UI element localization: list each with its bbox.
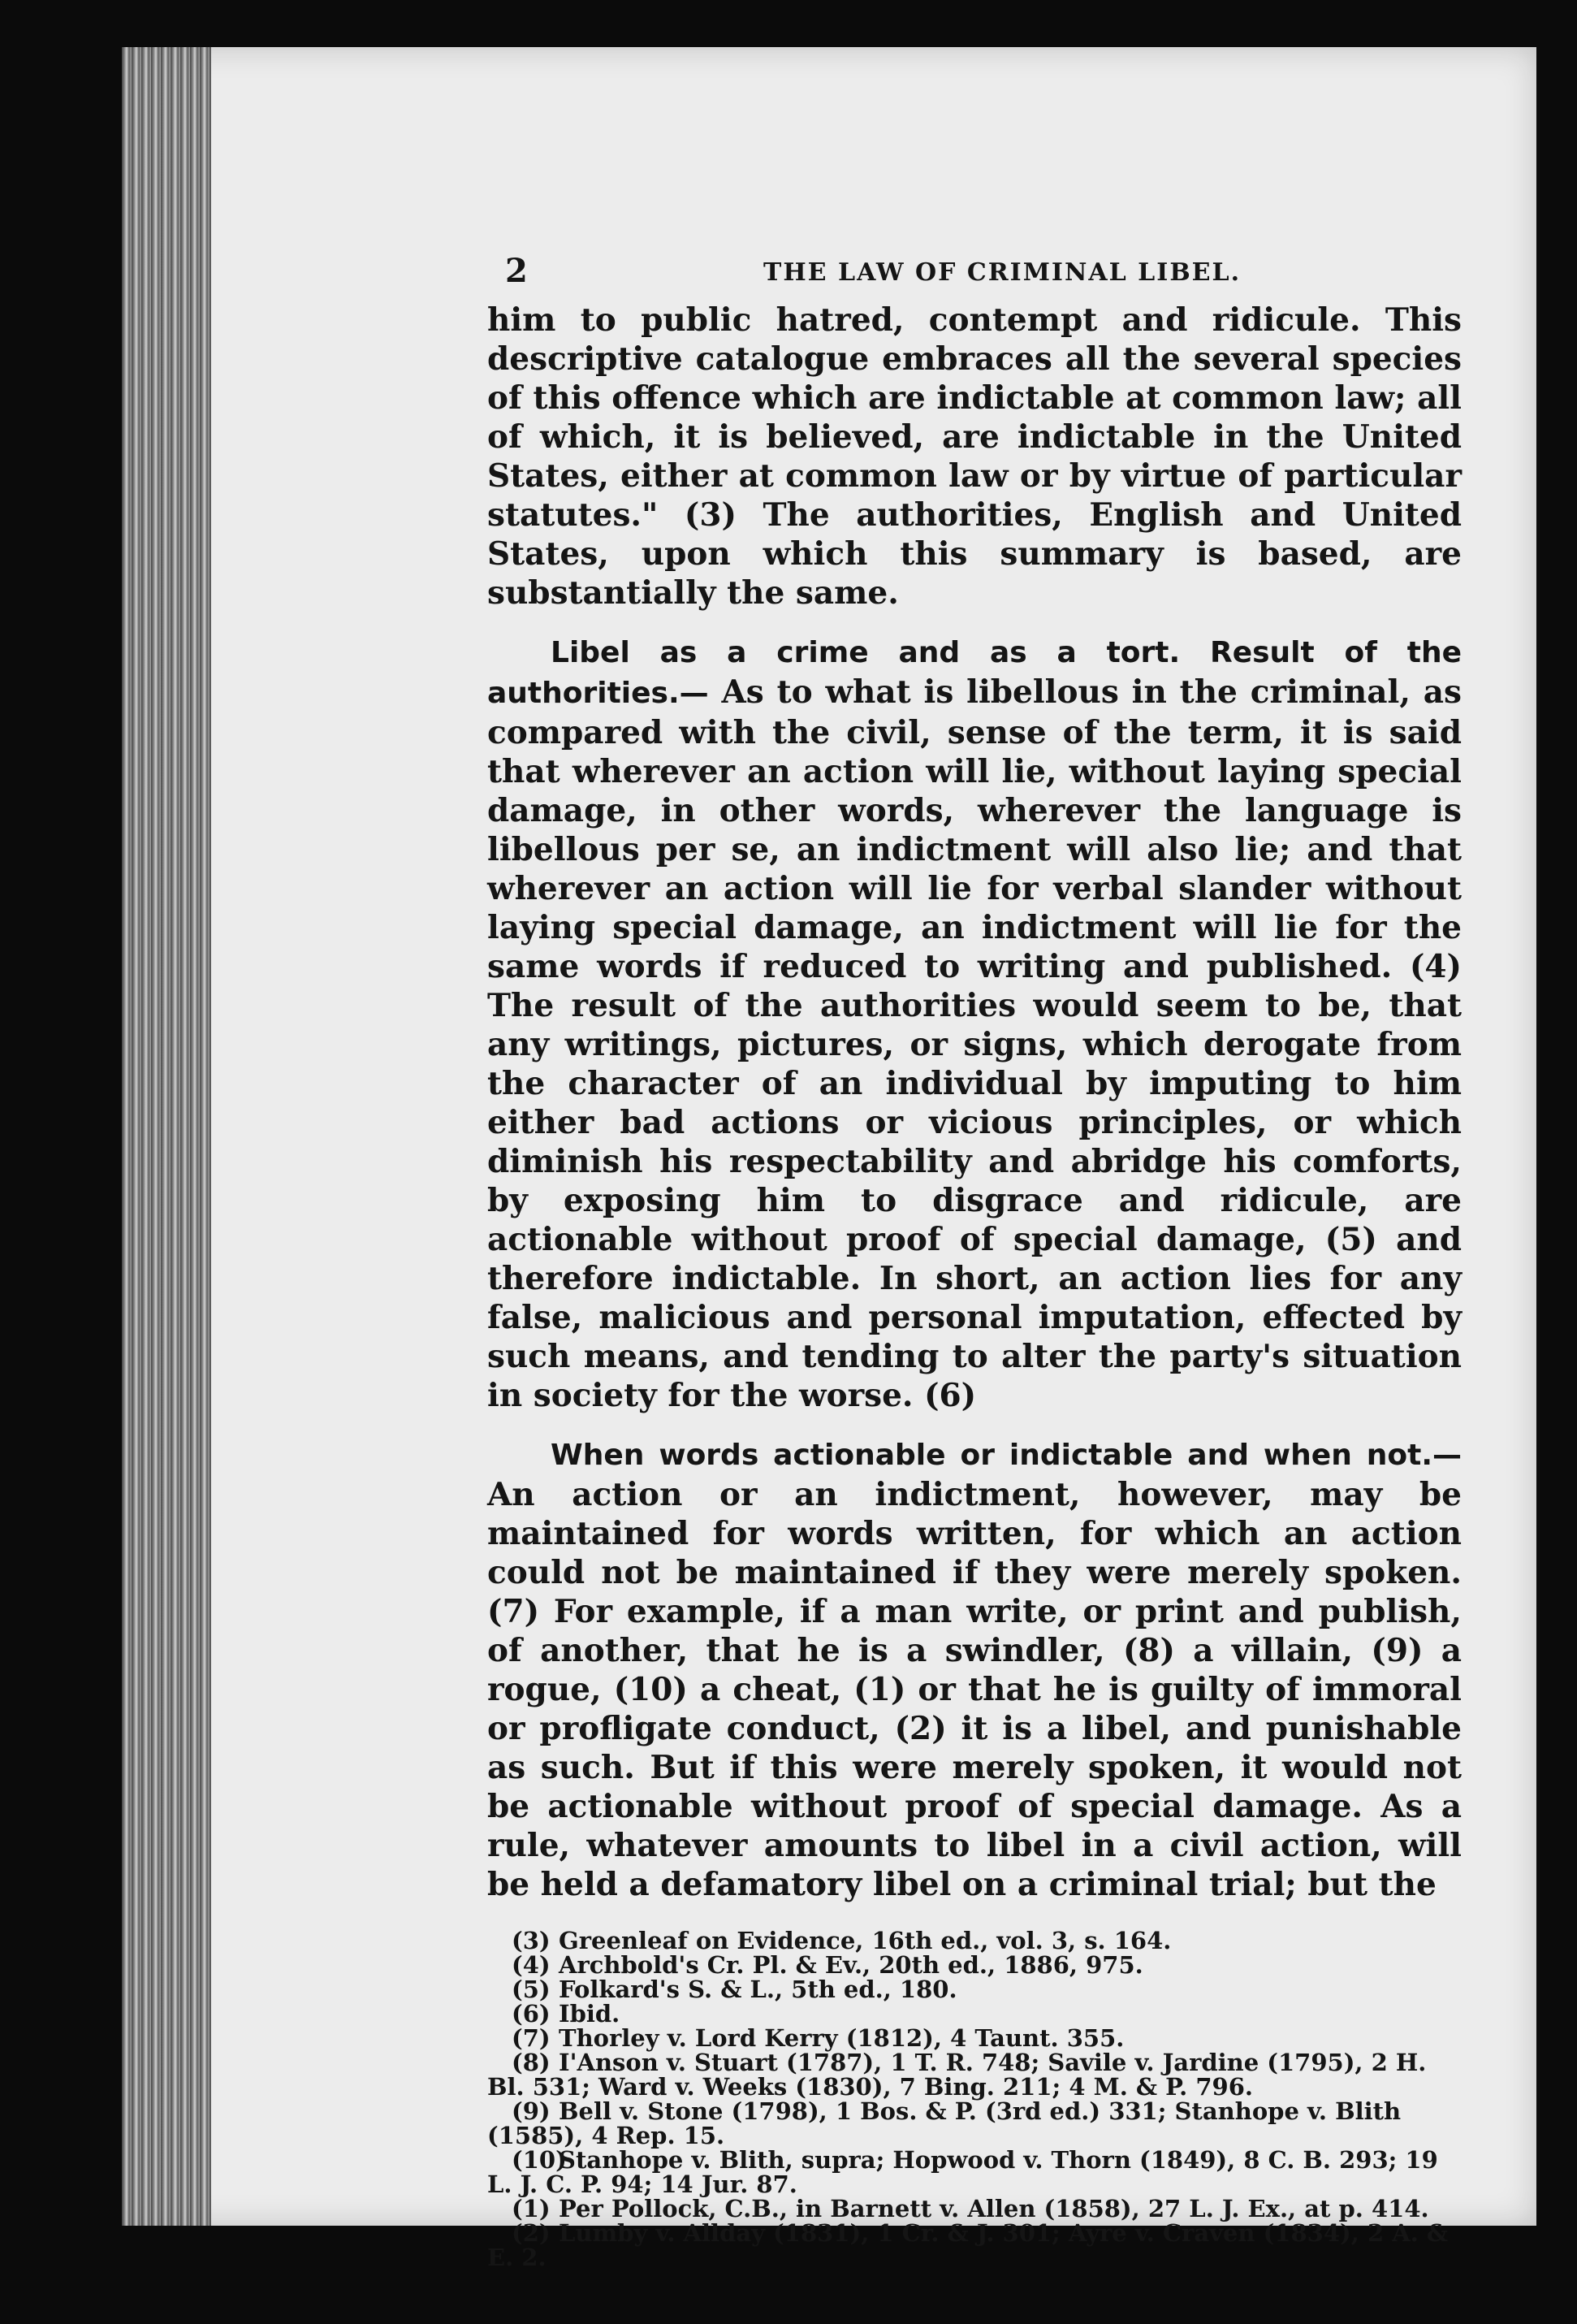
footnote-number: (1) <box>512 2195 551 2222</box>
footnote-text: Stanhope v. Blith, supra; Hopwood v. Thorn (1849), 8 C. B. 293; 19 L. J. C. P. 94; 14 Jur. 87. <box>487 2146 1438 2198</box>
footnote-text: Bell v. Stone (1798), 1 Bos. & P. (3rd ed.) 331; Stanhope v. Blith (1585), 4 Rep. 15. <box>487 2097 1402 2149</box>
footnote-number: (6) <box>512 2000 551 2028</box>
footnote-number: (7) <box>512 2024 551 2052</box>
page-number: 2 <box>505 252 528 290</box>
footnote-number: (10) <box>512 2146 567 2174</box>
footnote-text: Ibid. <box>559 2000 620 2028</box>
footnote-text: Folkard's S. & L., 5th ed., 180. <box>559 1976 957 2003</box>
footnote <box>487 2221 1462 2270</box>
page-binding-edge <box>122 47 211 2226</box>
footnote <box>487 2148 1462 2196</box>
footnote <box>487 2002 1462 2026</box>
footnote-number: (4) <box>512 1951 551 1979</box>
footnote <box>487 2099 1462 2148</box>
running-head-title: THE LAW OF CRIMINAL LIBEL. <box>763 258 1242 287</box>
footnote <box>487 2050 1462 2099</box>
footnote-number: (9) <box>512 2097 551 2125</box>
footnote-number: (5) <box>512 1976 551 2003</box>
running-head <box>487 252 1462 301</box>
footnote-text: Thorley v. Lord Kerry (1812), 4 Taunt. 355. <box>559 2024 1125 2052</box>
section-heading: Libel as a crime and as a tort. Result of the authorities.— <box>487 636 1462 710</box>
footnote-text: Archbold's Cr. Pl. & Ev., 20th ed., 1886, 975. <box>559 1951 1143 1979</box>
footnote-number: (2) <box>512 2219 551 2247</box>
paragraph-text: him to public hatred, contempt and ridicule. This descriptive catalogue embraces all the several species of this offence which are indictable at common law; all of which, it is believed, are indictable in the United States, either at common law or by virtue of particular statutes." (3) The authorities, English and United States, upon which this summary is based, are substantially the same. <box>487 301 1462 612</box>
footnote-text: Greenleaf on Evidence, 16th ed., vol. 3, s. 164. <box>559 1927 1172 1954</box>
paragraph-words-actionable <box>487 1435 1462 1904</box>
paragraph-text: An action or an indictment, however, may be maintained for words written, for which an action could not be maintained if they were merely spoken. (7) For example, if a man write, or print and publish, of another, that he is a swindler, (8) a villain, (9) a rogue, (10) a cheat, (1) or that he is guilty of immoral or profligate conduct, (2) it is a libel, and punishable as such. But if this were merely spoken, it would not be actionable without proof of special damage. As a rule, whatever amounts to libel in a civil action, will be held a defamatory libel on a criminal trial; but the <box>487 1476 1462 1903</box>
footnote-number: (8) <box>512 2049 551 2076</box>
footnote <box>487 2196 1462 2221</box>
footnotes <box>487 1928 1462 2270</box>
footnote-number: (3) <box>512 1927 551 1954</box>
footnote <box>487 1953 1462 1977</box>
footnote-text: Lumby v. Allday (1831), 1 Cr. & J. 301; Ayre v. Craven (1834), 2 A. & E. 2. <box>487 2219 1449 2271</box>
footnote-text: I'Anson v. Stuart (1787), 1 T. R. 748; Savile v. Jardine (1795), 2 H. Bl. 531; Ward v. Weeks (1830), 7 Bing. 211; 4 M. & P. 796. <box>487 2049 1427 2101</box>
footnote <box>487 2026 1462 2050</box>
footnote <box>487 1928 1462 1953</box>
page-content <box>487 252 1462 2270</box>
paragraph-continuation <box>487 301 1462 612</box>
section-heading: When words actionable or indictable and when not.— <box>551 1439 1462 1472</box>
footnote-text: Per Pollock, C.B., in Barnett v. Allen (1858), 27 L. J. Ex., at p. 414. <box>559 2195 1429 2222</box>
paragraph-text: As to what is libellous in the criminal, as compared with the civil, sense of the term, it is said that wherever an action will lie, without laying special damage, in other words, wherever the language is libellous per se, an indictment will also lie; and that wherever an action will lie for verbal slander without laying special damage, an indictment will lie for the same words if reduced to writing and published. (4) The result of the authorities would seem to be, that any writings, pictures, or signs, which derogate from the character of an individual by imputing to him either bad actions or vicious principles, or which diminish his respectability and abridge his comforts, by exposing him to disgrace and ridicule, are actionable without proof of special damage, (5) and therefore indictable. In short, an action lies for any false, malicious and personal imputation, effected by such means, and tending to alter the party's situation in society for the worse. (6) <box>487 673 1463 1414</box>
footnote <box>487 1977 1462 2002</box>
paragraph-libel-crime-tort <box>487 632 1462 1415</box>
